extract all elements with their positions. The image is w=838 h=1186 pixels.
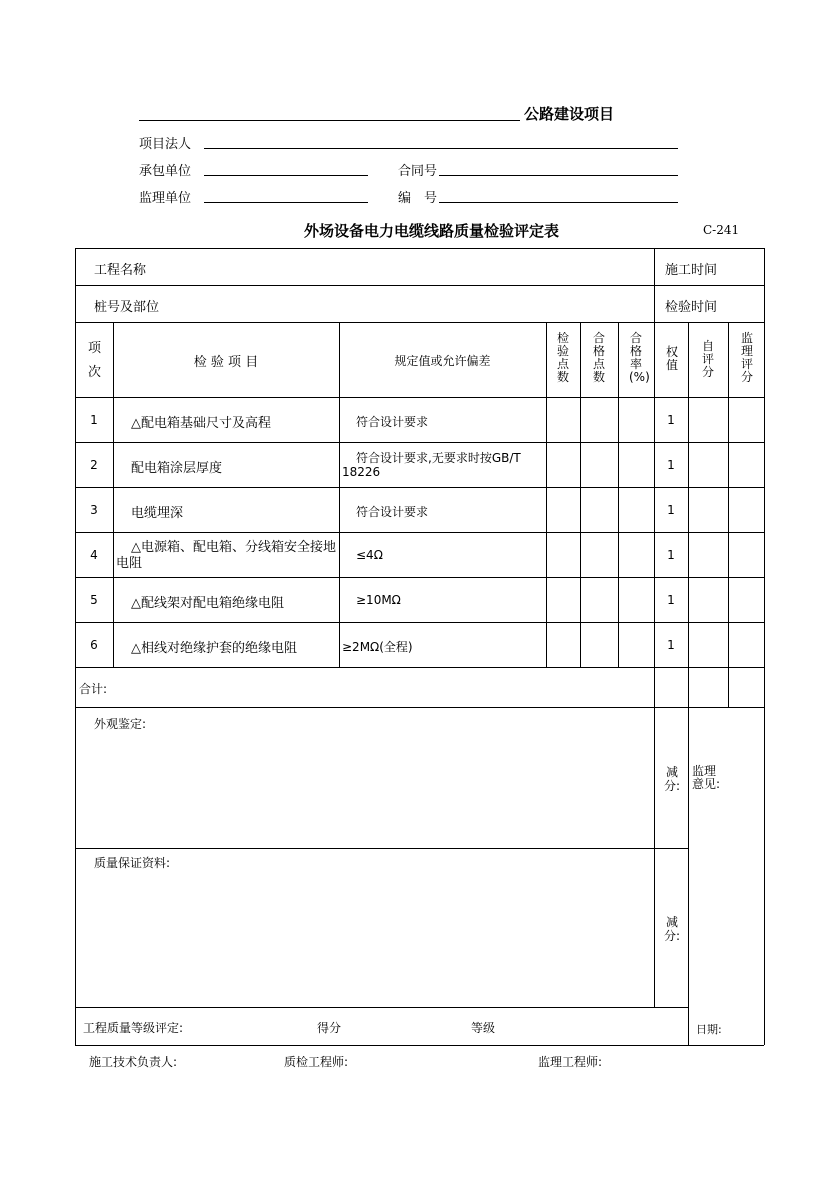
row-weight: 1 — [667, 638, 675, 652]
project-suffix: 公路建设项目 — [524, 105, 615, 123]
tech-lead-label: 施工技术负责人: — [89, 1055, 178, 1069]
col-supervisor-score: 监理评分 — [740, 331, 753, 384]
row-spec: ≥2MΩ(全程) — [342, 640, 413, 654]
row-item: △配线架对配电箱绝缘电阻 — [131, 596, 284, 611]
total-label: 合计: — [79, 682, 108, 696]
station-label: 桩号及部位 — [94, 300, 160, 315]
col-qualified-points: 合格点数 — [592, 331, 605, 384]
row-no: 3 — [90, 503, 98, 517]
row-no: 4 — [90, 548, 98, 562]
score-label: 得分 — [317, 1021, 342, 1035]
appearance-deduction-label: 减分: — [663, 765, 681, 793]
grade-eval-label: 工程质量等级评定: — [83, 1021, 184, 1035]
contractor-label: 承包单位 — [139, 164, 192, 179]
col-pass-rate: 合格率(%) — [629, 331, 650, 384]
row-item: △电源箱、配电箱、分线箱安全接地电阻 — [116, 540, 336, 571]
date-label: 日期: — [696, 1023, 722, 1036]
col-inspected-points: 检验点数 — [556, 331, 569, 384]
col-weight: 权值 — [665, 345, 678, 372]
contract-no-field[interactable] — [439, 175, 678, 176]
row-spec: ≤4Ω — [356, 548, 383, 562]
row-no: 1 — [90, 413, 98, 427]
project-name-underline — [139, 120, 520, 121]
row-item: 配电箱涂层厚度 — [131, 461, 223, 476]
row-weight: 1 — [667, 413, 675, 427]
row-spec: 符合设计要求 — [356, 505, 429, 519]
col-item-no: 项次 — [88, 341, 102, 380]
supervisor-opinion-label: 监理意见: — [692, 764, 721, 791]
form-title: 外场设备电力电缆线路质量检验评定表 — [304, 222, 560, 240]
col-spec: 规定值或允许偏差 — [394, 354, 491, 368]
row-item: △配电箱基础尺寸及高程 — [131, 416, 271, 431]
row-weight: 1 — [667, 548, 675, 562]
serial-no-field[interactable] — [439, 202, 678, 203]
row-no: 2 — [90, 458, 98, 472]
row-item: 电缆埋深 — [131, 506, 184, 521]
row-item: △相线对绝缘护套的绝缘电阻 — [131, 641, 297, 656]
supervisor-label: 监理单位 — [139, 191, 192, 206]
row-weight: 1 — [667, 593, 675, 607]
contract-no-label: 合同号 — [398, 164, 438, 179]
row-no: 6 — [90, 638, 98, 652]
legal-person-field[interactable] — [204, 148, 678, 149]
row-spec: 符合设计要求 — [356, 415, 429, 429]
quality-docs-label: 质量保证资料: — [94, 856, 171, 870]
row-spec: ≥10MΩ — [356, 593, 401, 607]
supervisor-field[interactable] — [204, 202, 368, 203]
appearance-label: 外观鉴定: — [94, 717, 147, 731]
serial-no-label: 编 号 — [398, 191, 438, 206]
project-name-label: 工程名称 — [94, 263, 147, 278]
docs-deduction-label: 减分: — [663, 915, 681, 943]
form-code: C-241 — [703, 223, 740, 237]
col-self-score: 自评分 — [701, 339, 714, 379]
legal-person-label: 项目法人 — [139, 137, 192, 152]
row-weight: 1 — [667, 503, 675, 517]
supervising-engineer-label: 监理工程师: — [538, 1055, 603, 1069]
row-spec: 符合设计要求,无要求时按GB/T 18226 — [342, 451, 521, 479]
row-no: 5 — [90, 593, 98, 607]
grade-label: 等级 — [471, 1021, 496, 1035]
row-weight: 1 — [667, 458, 675, 472]
col-item: 检 验 项 目 — [193, 355, 259, 370]
construction-time-label: 施工时间 — [665, 263, 718, 278]
qc-engineer-label: 质检工程师: — [284, 1055, 349, 1069]
inspection-time-label: 检验时间 — [665, 300, 718, 315]
contractor-field[interactable] — [204, 175, 368, 176]
